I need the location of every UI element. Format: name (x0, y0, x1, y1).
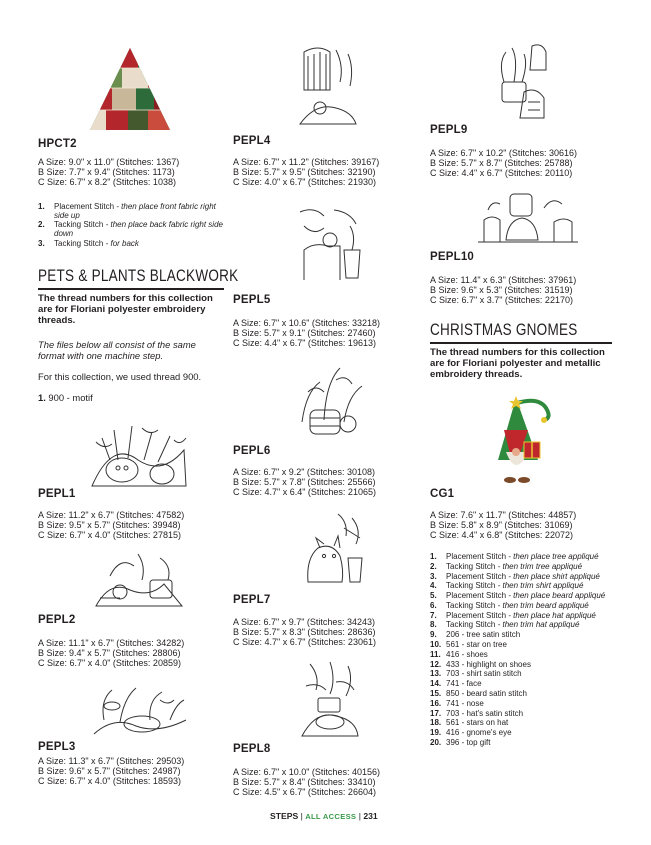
size-a: A Size: 6.7" x 10.6" (Stitches: 33218) (233, 318, 380, 328)
pepl6-title: PEPL6 (233, 445, 271, 457)
footer-magazine: STEPS (270, 811, 299, 821)
hpct2-title: HPCT2 (38, 138, 77, 150)
step: 5. Placement Stitch - then place beard appliqué (430, 591, 606, 601)
pets-intro-plain: For this collection, we used thread 900. (38, 371, 202, 382)
size-c: C Size: 4.4" x 6.8" (Stitches: 22072) (430, 530, 573, 541)
step: 6. Tacking Stitch - then trim beard appliqué (430, 600, 589, 610)
pepl5-image (294, 206, 366, 282)
footer-separator: | (300, 811, 303, 821)
pepl2-sizes (38, 638, 184, 669)
pepl1-image (82, 420, 194, 488)
step: 1. Placement Stitch - then place tree appliqué (430, 552, 599, 561)
size-b: B Size: 5.7" x 8.7" (Stitches: 25788) (430, 158, 573, 169)
size-b: B Size: 5.7" x 7.8" (Stitches: 25566) (233, 477, 376, 488)
pepl2-image (90, 550, 190, 608)
pepl10-title: PEPL10 (430, 251, 475, 263)
pepl1-sizes (38, 510, 184, 541)
step: 14. 741 - face (430, 679, 482, 689)
pepl7-image (298, 508, 366, 584)
pepl1-title: PEPL1 (38, 488, 76, 500)
size-b: B Size: 9.5" x 5.7" (Stitches: 39948) (38, 520, 181, 531)
size-c: C Size: 6.7" x 8.2" (Stitches: 1038) (38, 177, 176, 188)
pepl4-sizes (233, 157, 379, 188)
size-a: A Size: 9.0" x 11.0" (Stitches: 1367) (38, 157, 180, 167)
size-b: B Size: 9.6" x 5.7" (Stitches: 24987) (38, 766, 181, 777)
footer-section: ALL ACCESS (305, 812, 357, 821)
pepl6-sizes (233, 467, 376, 498)
size-a: A Size: 6.7" x 9.2" (Stitches: 30108) (233, 467, 375, 477)
size-a: A Size: 6.7" x 9.7" (Stitches: 34243) (233, 617, 375, 627)
step: 2. Tacking Stitch - then place back fabric right side down (38, 220, 223, 238)
pepl5-sizes (233, 318, 380, 349)
step: 15. 850 - beard satin stitch (430, 688, 527, 698)
size-a: A Size: 6.7" x 10.0" (Stitches: 40156) (233, 767, 380, 777)
step: 12. 433 - highlight on shoes (430, 659, 531, 669)
step: 18. 561 - stars on hat (430, 718, 509, 728)
size-c: C Size: 6.7" x 4.0" (Stitches: 20859) (38, 658, 181, 669)
step: 4. Tacking Stitch - then trim shirt appliqué (430, 581, 584, 591)
size-b: B Size: 5.7" x 9.1" (Stitches: 27460) (233, 328, 376, 339)
pepl4-title: PEPL4 (233, 135, 271, 147)
step: 3. Placement Stitch - then place shirt appliqué (430, 571, 600, 581)
size-b: B Size: 9.6" x 5.3" (Stitches: 31519) (430, 285, 573, 296)
hpct2-quilt-tree-image (88, 46, 172, 132)
size-b: B Size: 5.8" x 8.9" (Stitches: 31069) (430, 520, 573, 531)
step: 2. Tacking Stitch - then trim tree appliqué (430, 561, 583, 571)
section-rule (430, 342, 612, 344)
size-a: A Size: 11.1" x 6.7" (Stitches: 34282) (38, 638, 185, 648)
step: 19. 416 - gnome's eye (430, 728, 512, 738)
hpct2-sizes (38, 157, 179, 188)
pepl4-image (296, 46, 360, 126)
step: 13. 703 - shirt satin stitch (430, 669, 522, 679)
pepl8-image (296, 660, 364, 738)
cg1-gnome-image (494, 394, 554, 488)
section-rule (38, 288, 224, 290)
pepl3-sizes (38, 756, 184, 787)
size-c: C Size: 4.5" x 6.7" (Stitches: 26604) (233, 787, 376, 798)
pepl9-image (494, 42, 554, 120)
pets-intro-italic: The files below all consist of the same format with one machine step. (38, 339, 196, 361)
size-b: B Size: 5.7" x 8.3" (Stitches: 28636) (233, 627, 376, 638)
pepl5-title: PEPL5 (233, 294, 271, 306)
page-number: 231 (363, 811, 378, 821)
size-a: A Size: 6.7" x 10.2" (Stitches: 30616) (430, 148, 577, 158)
size-b: B Size: 5.7" x 8.4" (Stitches: 33410) (233, 777, 376, 788)
pepl2-title: PEPL2 (38, 614, 76, 626)
pepl8-sizes (233, 767, 380, 798)
size-c: C Size: 4.4" x 6.7" (Stitches: 20110) (430, 168, 573, 179)
pets-thread-line: 1. 900 - motif (38, 392, 93, 403)
step: 20. 396 - top gift (430, 737, 491, 747)
pepl7-title: PEPL7 (233, 594, 271, 606)
step: 10. 561 - star on tree (430, 640, 507, 650)
step: 11. 416 - shoes (430, 649, 488, 659)
size-b: B Size: 5.7" x 9.5" (Stitches: 32190) (233, 167, 376, 178)
size-c: C Size: 4.7" x 6.4" (Stitches: 21065) (233, 487, 376, 498)
page-footer (270, 811, 378, 821)
size-a: A Size: 11.2" x 6.7" (Stitches: 47582) (38, 510, 185, 520)
pets-plants-heading: PETS & PLANTS BLACKWORK (38, 267, 239, 285)
size-c: C Size: 6.7" x 4.0" (Stitches: 27815) (38, 530, 181, 541)
size-a: A Size: 11.4" x 6.3" (Stitches: 37961) (430, 275, 577, 285)
size-a: A Size: 11.3" x 6.7" (Stitches: 29503) (38, 756, 185, 766)
pepl9-sizes (430, 148, 577, 179)
size-a: A Size: 7.6" x 11.7" (Stitches: 44857) (430, 510, 577, 520)
cg1-steps (430, 553, 620, 749)
christmas-gnomes-heading: CHRISTMAS GNOMES (430, 321, 578, 339)
size-c: C Size: 6.7" x 3.7" (Stitches: 22170) (430, 295, 573, 306)
gnomes-intro-bold: The thread numbers for this collection are for Floriani polyester and metallic embroidery threads. (430, 347, 605, 380)
step: 9. 206 - tree satin stitch (430, 630, 521, 640)
size-c: C Size: 4.4" x 6.7" (Stitches: 19613) (233, 338, 376, 349)
pepl8-title: PEPL8 (233, 743, 271, 755)
pepl3-image (90, 680, 190, 738)
size-b: B Size: 7.7" x 9.4" (Stitches: 1173) (38, 167, 175, 178)
step: 17. 703 - hat's satin stitch (430, 708, 524, 718)
pepl6-image (296, 362, 368, 436)
cg1-sizes (430, 510, 576, 541)
step: 16. 741 - nose (430, 698, 484, 708)
hpct2-steps (38, 203, 228, 250)
size-c: C Size: 6.7" x 4.0" (Stitches: 18593) (38, 776, 181, 787)
pepl9-title: PEPL9 (430, 124, 468, 136)
step: 1. Placement Stitch - then place front fabric right side up (38, 202, 216, 220)
step: 3. Tacking Stitch - for back (38, 238, 139, 248)
size-a: A Size: 6.7" x 11.2" (Stitches: 39167) (233, 157, 380, 167)
pepl3-title: PEPL3 (38, 741, 76, 753)
footer-separator: | (358, 811, 361, 821)
pepl7-sizes (233, 617, 376, 648)
step: 7. Placement Stitch - then place hat appliqué (430, 610, 596, 620)
size-c: C Size: 4.0" x 6.7" (Stitches: 21930) (233, 177, 376, 188)
pets-intro-bold: The thread numbers for this collection are for Floriani polyester embroidery threads. (38, 293, 213, 326)
pepl10-image (478, 190, 578, 244)
step: 8. Tacking Stitch - then trim hat appliqué (430, 620, 580, 630)
size-b: B Size: 9.4" x 5.7" (Stitches: 28806) (38, 648, 181, 659)
cg1-title: CG1 (430, 488, 455, 500)
pepl10-sizes (430, 275, 576, 306)
size-c: C Size: 4.7" x 6.7" (Stitches: 23061) (233, 637, 376, 648)
